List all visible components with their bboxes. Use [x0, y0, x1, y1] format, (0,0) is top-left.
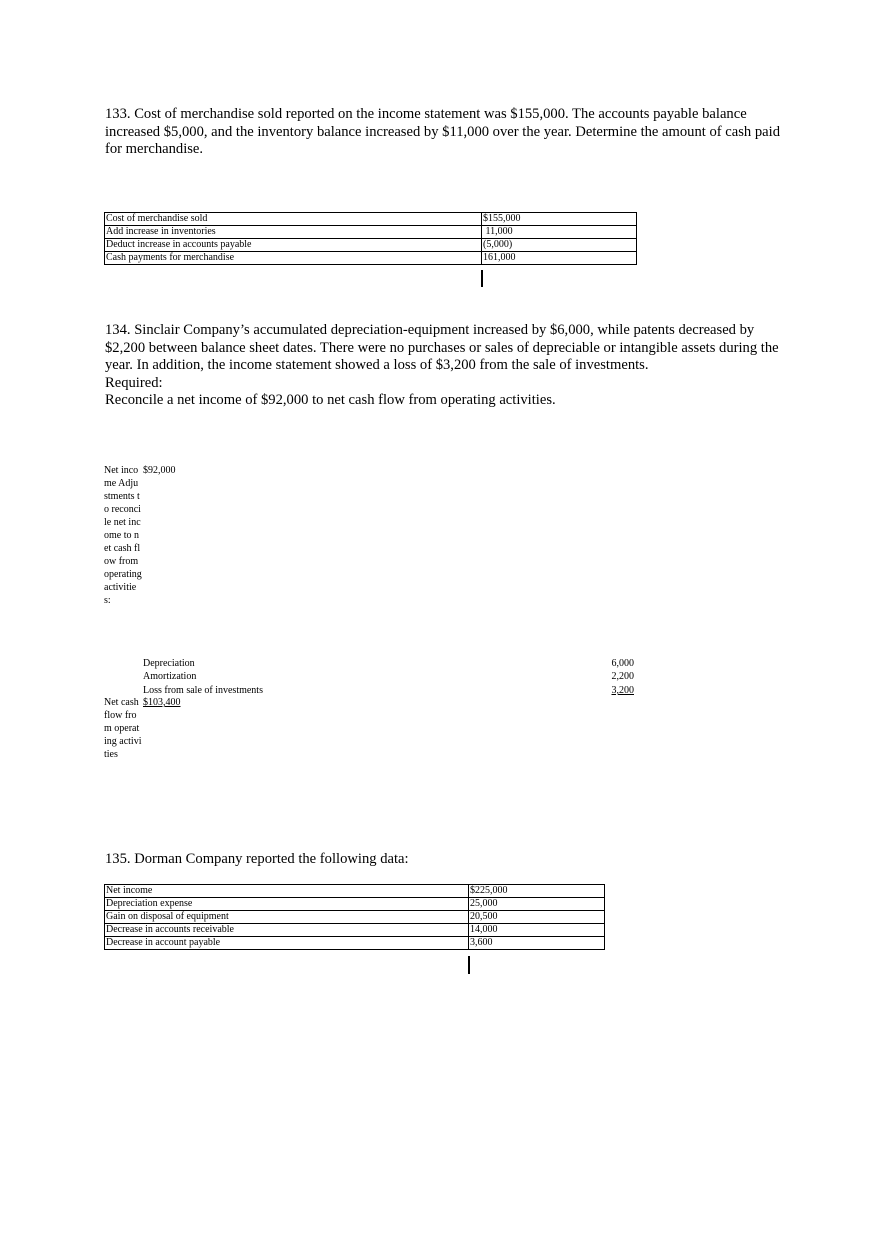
table-row: [105, 226, 637, 239]
question-135-text: 135. Dorman Company reported the following data:: [105, 851, 409, 867]
net-income-value: $92,000: [143, 465, 176, 476]
row-value: (5,000): [482, 239, 637, 252]
question-134-required: Required:: [105, 374, 163, 391]
net-cash-flow-label: Net cash flow from operating activities: [104, 697, 142, 760]
row-value: 161,000: [482, 252, 637, 265]
table-row: [105, 937, 605, 950]
row-value: 3,600: [469, 937, 605, 950]
row-label: Add increase in inventories: [105, 226, 482, 239]
row-value: $225,000: [469, 885, 605, 898]
row-label: Decrease in accounts receivable: [105, 924, 469, 937]
row-label: Cost of merchandise sold: [105, 213, 482, 226]
adjustment-depreciation-label: Depreciation: [143, 658, 195, 669]
table-row: [105, 252, 637, 265]
question-133: [105, 106, 780, 159]
adjustment-loss-value-wrap: [560, 684, 634, 697]
question-134: [105, 322, 780, 410]
net-cash-flow-value: $103,400: [143, 697, 181, 708]
adjustment-depreciation-value: 6,000: [611, 658, 634, 669]
table-row: [105, 911, 605, 924]
column-divider: [468, 956, 470, 974]
question-135: [105, 851, 780, 869]
row-label: Cash payments for merchandise: [105, 252, 482, 265]
question-134-text: 134. Sinclair Company’s accumulated depreciation-equipment increased by $6,000, while patents decreased by $2,200 between balance sheet dates. There were no purchases or sales of depreciable or intangible assets during the year. In addition, the income statement showed a loss of $3,200 from the sale of investments.: [105, 322, 779, 373]
row-value: 14,000: [469, 924, 605, 937]
adjustment-loss-value: 3,200: [611, 685, 634, 696]
adjustment-loss-label: Loss from sale of investments: [143, 685, 263, 696]
row-value: 20,500: [469, 911, 605, 924]
table-row: [105, 213, 637, 226]
question-134-instruction: Reconcile a net income of $92,000 to net cash flow from operating activities.: [105, 392, 556, 408]
adjustments-label: Adjustments to reconcile net income to net cash flow from operating activities:: [104, 478, 142, 606]
row-label: Gain on disposal of equipment: [105, 911, 469, 924]
adjustment-amortization-value: 2,200: [611, 671, 634, 682]
q133-table: [104, 212, 637, 265]
adjustment-amortization-label: Amortization: [143, 671, 197, 682]
table-row: [105, 239, 637, 252]
row-label: Net income: [105, 885, 469, 898]
net-income-label: Net income Adjustments to reconcile net income to net cash flow from operating activities:: [104, 465, 142, 606]
table-row: [105, 885, 605, 898]
q135-table: [104, 884, 605, 950]
row-value: 11,000: [482, 226, 637, 239]
question-133-text: 133. Cost of merchandise sold reported on the income statement was $155,000. The accounts payable balance increased $5,000, and the inventory balance increased by $11,000 over the year. Determine the amount of cash paid for merchandise.: [105, 106, 780, 157]
row-value: 25,000: [469, 898, 605, 911]
row-label: Depreciation expense: [105, 898, 469, 911]
table-row: [105, 898, 605, 911]
table-row: [105, 924, 605, 937]
column-divider: [481, 270, 483, 287]
row-value: $155,000: [482, 213, 637, 226]
row-label: Deduct increase in accounts payable: [105, 239, 482, 252]
row-label: Decrease in account payable: [105, 937, 469, 950]
